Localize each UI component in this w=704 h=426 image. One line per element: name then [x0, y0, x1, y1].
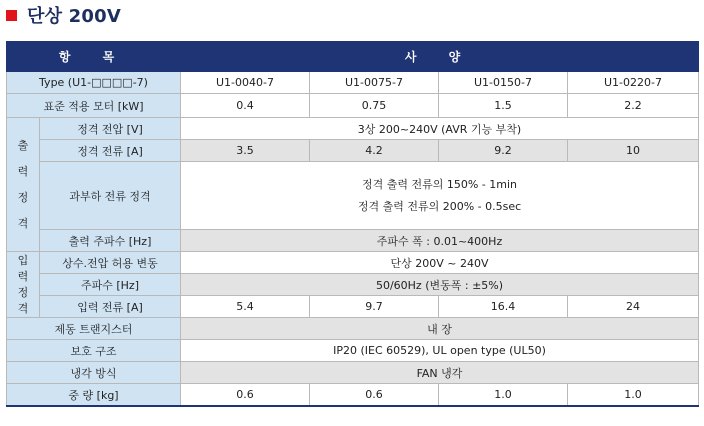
row-label-in-current: 입력 전류 [A]: [40, 296, 181, 318]
row-label-motor: 표준 적용 모터 [kW]: [7, 94, 181, 118]
table-header-row: [7, 42, 699, 72]
row-label-model: Type (U1-□□□□-7): [7, 72, 181, 94]
cell-brake: 내 장: [181, 318, 699, 340]
table-row-out-voltage: [7, 118, 699, 140]
cell-out-current: 3.5: [181, 140, 310, 162]
group-char: 격: [17, 301, 29, 315]
table-row-out-current: [7, 140, 699, 162]
table-row-model: [7, 72, 699, 94]
table-row-weight: [7, 384, 699, 407]
table-row-overload: [7, 162, 699, 230]
row-label-out-voltage: 정격 전압 [V]: [40, 118, 181, 140]
page-heading: [6, 3, 121, 27]
cell-in-tolerance: 단상 200V ~ 240V: [181, 252, 699, 274]
cell-model: U1-0075-7: [310, 72, 439, 94]
row-label-weight: 중 량 [kg]: [7, 384, 181, 407]
row-label-in-freq: 주파수 [Hz]: [40, 274, 181, 296]
cell-out-current: 4.2: [310, 140, 439, 162]
header-item: 항 목: [7, 42, 181, 72]
group-char: 력: [17, 269, 29, 283]
spec-table: [6, 41, 699, 407]
table-row-out-freq: [7, 230, 699, 252]
cell-model: U1-0220-7: [568, 72, 699, 94]
row-label-protection: 보호 구조: [7, 340, 181, 362]
cell-motor: 2.2: [568, 94, 699, 118]
row-label-out-freq: 출력 주파수 [Hz]: [40, 230, 181, 252]
table-row-motor: [7, 94, 699, 118]
cell-in-current: 16.4: [439, 296, 568, 318]
cell-model: U1-0150-7: [439, 72, 568, 94]
row-label-in-tolerance: 상수.전압 허용 변동: [40, 252, 181, 274]
cell-in-current: 9.7: [310, 296, 439, 318]
cell-motor: 0.75: [310, 94, 439, 118]
row-label-out-current: 정격 전류 [A]: [40, 140, 181, 162]
cell-weight: 1.0: [439, 384, 568, 407]
page-title: 단상 200V: [27, 6, 121, 27]
cell-out-current: 9.2: [439, 140, 568, 162]
group-char: 격: [17, 216, 29, 230]
cell-cooling: FAN 냉각: [181, 362, 699, 384]
cell-in-freq: 50/60Hz (변동폭 : ±5%): [181, 274, 699, 296]
table-row-brake: [7, 318, 699, 340]
cell-weight: 1.0: [568, 384, 699, 407]
cell-model: U1-0040-7: [181, 72, 310, 94]
table-row-cooling: [7, 362, 699, 384]
cell-weight: 0.6: [181, 384, 310, 407]
group-label-output: [7, 118, 40, 252]
table-row-protection: [7, 340, 699, 362]
cell-overload: [181, 162, 699, 230]
cell-out-voltage: 3상 200~240V (AVR 기능 부착): [181, 118, 699, 140]
header-spec: 사 양: [181, 42, 699, 72]
group-char: 력: [17, 164, 29, 178]
table-row-in-current: [7, 296, 699, 318]
cell-in-current: 24: [568, 296, 699, 318]
group-char: 정: [17, 190, 29, 204]
table-row-in-freq: [7, 274, 699, 296]
cell-protection: IP20 (IEC 60529), UL open type (UL50): [181, 340, 699, 362]
table-row-in-tolerance: [7, 252, 699, 274]
group-char: 입: [17, 253, 29, 267]
cell-out-current: 10: [568, 140, 699, 162]
group-char: 출: [17, 138, 29, 152]
overload-line: 정격 출력 전류의 200% - 0.5sec: [357, 199, 522, 213]
cell-weight: 0.6: [310, 384, 439, 407]
cell-motor: 1.5: [439, 94, 568, 118]
red-square-bullet-icon: [6, 10, 17, 21]
row-label-overload: 과부하 전류 정격: [40, 162, 181, 230]
group-label-input: [7, 252, 40, 318]
cell-in-current: 5.4: [181, 296, 310, 318]
row-label-brake: 제동 트랜지스터: [7, 318, 181, 340]
group-char: 정: [17, 285, 29, 299]
overload-line: 정격 출력 전류의 150% - 1min: [361, 177, 518, 191]
row-label-cooling: 냉각 방식: [7, 362, 181, 384]
cell-out-freq: 주파수 폭 : 0.01~400Hz: [181, 230, 699, 252]
cell-motor: 0.4: [181, 94, 310, 118]
